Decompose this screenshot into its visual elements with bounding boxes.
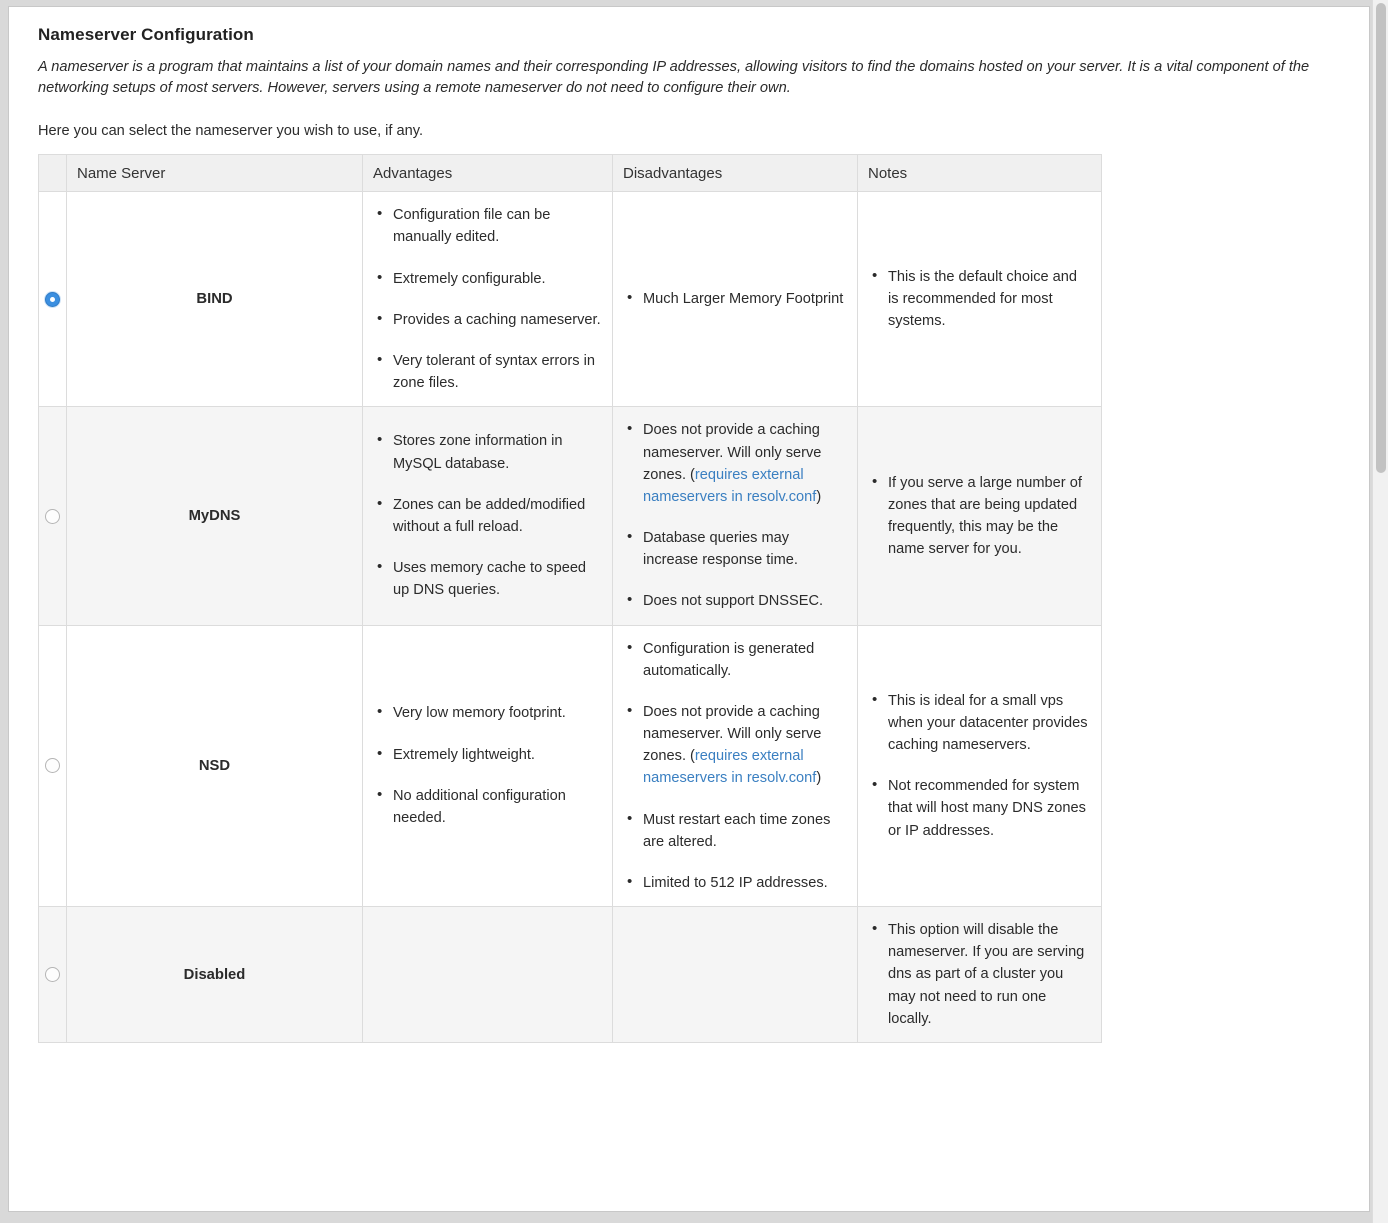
nameserver-name-mydns: MyDNS: [67, 407, 363, 625]
column-header-notes: Notes: [858, 155, 1102, 192]
resolv-conf-link[interactable]: requires external nameservers in resolv.conf: [643, 466, 817, 505]
list-item: • This is ideal for a small vps when your datacenter provides caching nameservers.: [888, 690, 1091, 757]
nameserver-name-nsd: NSD: [67, 625, 363, 907]
list-item: • Configuration is generated automatically.: [643, 638, 847, 682]
list-item: • Provides a caching nameserver.: [393, 309, 602, 331]
nameserver-name-disabled: Disabled: [67, 907, 363, 1043]
list-item: • Extremely lightweight.: [393, 744, 602, 766]
list-item: • This option will disable the nameserver. If you are serving dns as part of a cluster you may not need to run one locally.: [888, 919, 1091, 1030]
list-item: • If you serve a large number of zones that are being updated frequently, this may be the name server for you.: [888, 472, 1091, 561]
notes-cell-mydns: [858, 407, 1102, 625]
nameserver-radio-cell-disabled[interactable]: [39, 907, 67, 1043]
nameserver-options-table: [38, 154, 1102, 1043]
list-item: • Uses memory cache to speed up DNS queries.: [393, 557, 602, 601]
nameserver-radio-cell-mydns[interactable]: [39, 407, 67, 625]
nameserver-radio-cell-nsd[interactable]: [39, 625, 67, 907]
radio-disabled[interactable]: [45, 967, 60, 982]
vertical-scrollbar[interactable]: [1372, 0, 1388, 1223]
list-item: • Stores zone information in MySQL database.: [393, 430, 602, 474]
nameserver-radio-cell-bind[interactable]: [39, 192, 67, 407]
disadvantages-cell-disabled: [613, 907, 858, 1043]
list-item: • Zones can be added/modified without a full reload.: [393, 494, 602, 538]
table-row[interactable]: [39, 192, 1102, 407]
advantages-cell-disabled: [363, 907, 613, 1043]
resolv-conf-link[interactable]: requires external nameservers in resolv.conf: [643, 748, 817, 787]
nameserver-configuration-panel: [8, 6, 1370, 1212]
list-item: • Configuration file can be manually edited.: [393, 204, 602, 248]
list-item: • This is the default choice and is recommended for most systems.: [888, 266, 1091, 333]
notes-cell-bind: [858, 192, 1102, 407]
disadvantages-cell-bind: [613, 192, 858, 407]
notes-cell-nsd: [858, 625, 1102, 907]
disadvantages-cell-nsd: [613, 625, 858, 907]
radio-bind[interactable]: [45, 292, 60, 307]
page-title: Nameserver Configuration: [38, 25, 254, 44]
disadvantages-cell-mydns: [613, 407, 858, 625]
advantages-cell-mydns: [363, 407, 613, 625]
table-row[interactable]: [39, 407, 1102, 625]
section-instruction: Here you can select the nameserver you wish to use, if any.: [38, 123, 424, 140]
table-row[interactable]: [39, 907, 1102, 1043]
list-item: • Must restart each time zones are altered.: [643, 809, 847, 853]
nameserver-name-bind: BIND: [67, 192, 363, 407]
list-item: • Very low memory footprint.: [393, 702, 602, 724]
list-item: • Very tolerant of syntax errors in zone files.: [393, 350, 602, 394]
radio-mydns[interactable]: [45, 509, 60, 524]
list-item: • Not recommended for system that will host many DNS zones or IP addresses.: [888, 775, 1091, 842]
advantages-cell-bind: [363, 192, 613, 407]
radio-nsd[interactable]: [45, 758, 60, 773]
notes-cell-disabled: [858, 907, 1102, 1043]
advantages-cell-nsd: [363, 625, 613, 907]
list-item: • Does not provide a caching nameserver. Will only serve zones. (requires external nameservers in resolv.conf): [643, 701, 847, 790]
table-header-row: [39, 155, 1102, 192]
column-header-advantages: Advantages: [363, 155, 613, 192]
list-item: • Extremely configurable.: [393, 268, 602, 290]
list-item: • Does not support DNSSEC.: [643, 590, 847, 612]
column-header-name-server: Name Server: [67, 155, 363, 192]
column-header-select: [39, 155, 67, 192]
list-item: • No additional configuration needed.: [393, 785, 602, 829]
column-header-disadvantages: Disadvantages: [613, 155, 858, 192]
table-row[interactable]: [39, 625, 1102, 907]
list-item: • Database queries may increase response time.: [643, 527, 847, 571]
section-description: A nameserver is a program that maintains a list of your domain names and their corresponding IP addresses, allowing visitors to find the domains hosted on your server. It is a vital component of the networking setups of most servers. However, servers using a remote nameserver do not need to configure their own.: [38, 59, 1310, 97]
list-item: • Much Larger Memory Footprint: [643, 288, 847, 310]
scrollbar-thumb[interactable]: [1376, 3, 1386, 473]
list-item: • Limited to 512 IP addresses.: [643, 872, 847, 894]
list-item: • Does not provide a caching nameserver. Will only serve zones. (requires external nameservers in resolv.conf): [643, 419, 847, 508]
